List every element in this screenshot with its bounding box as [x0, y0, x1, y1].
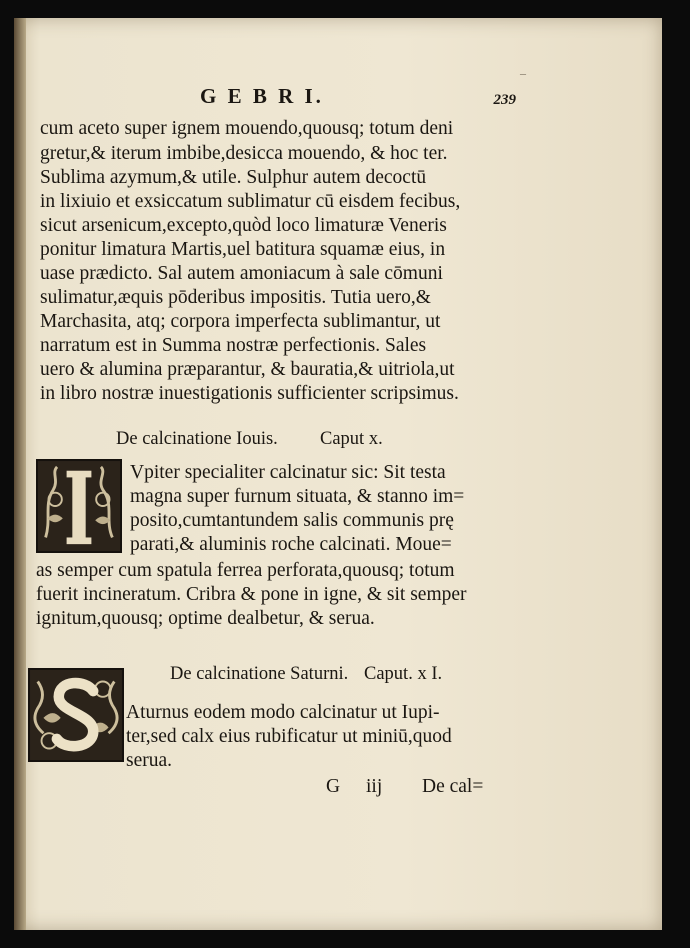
ornament-icon [30, 670, 122, 760]
signature-letter: G [326, 776, 341, 797]
chapter-10-heading: De calcinatione Iouis. [116, 429, 278, 449]
chapter-11-heading: De calcinatione Saturni. [170, 664, 349, 684]
initial-letter [38, 551, 39, 552]
catchword: De cal= [422, 776, 484, 797]
text-line: as semper cum spatula ferrea perforata,quousq; totum [36, 560, 455, 581]
signature-number: iij [366, 776, 383, 797]
text-line: fuerit incineratum. Cribra & pone in igne, & sit semper [36, 584, 467, 605]
text-line: cum aceto super ignem mouendo,quousq; totum deni [40, 118, 454, 139]
corner-mark: – [520, 66, 526, 80]
text-line: ignitum,quousq; optime dealbetur, & serua. [36, 608, 375, 629]
text-line: ponitur limatura Martis,uel batitura squamæ eius, in [40, 239, 446, 260]
text-line: magna super furnum situata, & stanno im= [130, 486, 465, 507]
ornament-icon [38, 461, 120, 551]
text-line: sicut arsenicum,excepto,quòd loco limaturæ Veneris [40, 215, 447, 236]
page-gutter-edge [14, 18, 26, 930]
text-line: Sublima azymum,& utile. Sulphur autem decoctū [40, 167, 427, 188]
text-line: sulimatur,æquis pōderibus impositis. Tutia uero,& [40, 287, 431, 308]
text-line: posito,cumtantundem salis communis prę [130, 510, 454, 531]
text-line: uero & alumina præparantur, & bauratia,& uitriola,ut [40, 359, 455, 380]
text-line: Aturnus eodem modo calcinatur ut Iupi- [126, 702, 440, 723]
text-line: serua. [126, 750, 173, 771]
text-line: ter,sed calx eius rubificatur ut miniū,quod [126, 726, 452, 747]
decorated-initial-s [28, 668, 124, 762]
text-line: in libro nostræ inuestigationis sufficienter scripsimus. [40, 383, 459, 404]
text-line: gretur,& iterum imbibe,desicca mouendo, & hoc ter. [40, 143, 448, 164]
chapter-11-caput: Caput. x I. [364, 664, 443, 684]
text-line: parati,& aluminis roche calcinati. Moue= [130, 534, 452, 555]
decorated-initial-i [36, 459, 122, 553]
page-number: 239 [493, 92, 516, 108]
text-line: in lixiuio et exsiccatum sublimatur cū eisdem fecibus, [40, 191, 461, 212]
text-line: uase prædicto. Sal autem amoniacum à sale cōmuni [40, 263, 443, 284]
text-line: Marchasita, atq; corpora imperfecta sublimantur, ut [40, 311, 441, 332]
running-title: G E B R I. [200, 84, 324, 108]
chapter-10-caput: Caput x. [320, 429, 383, 449]
text-line: narratum est in Summa nostræ perfectionis. Sales [40, 335, 427, 356]
initial-letter [30, 760, 31, 761]
book-page [14, 18, 662, 930]
text-line: Vpiter specialiter calcinatur sic: Sit testa [130, 462, 446, 483]
